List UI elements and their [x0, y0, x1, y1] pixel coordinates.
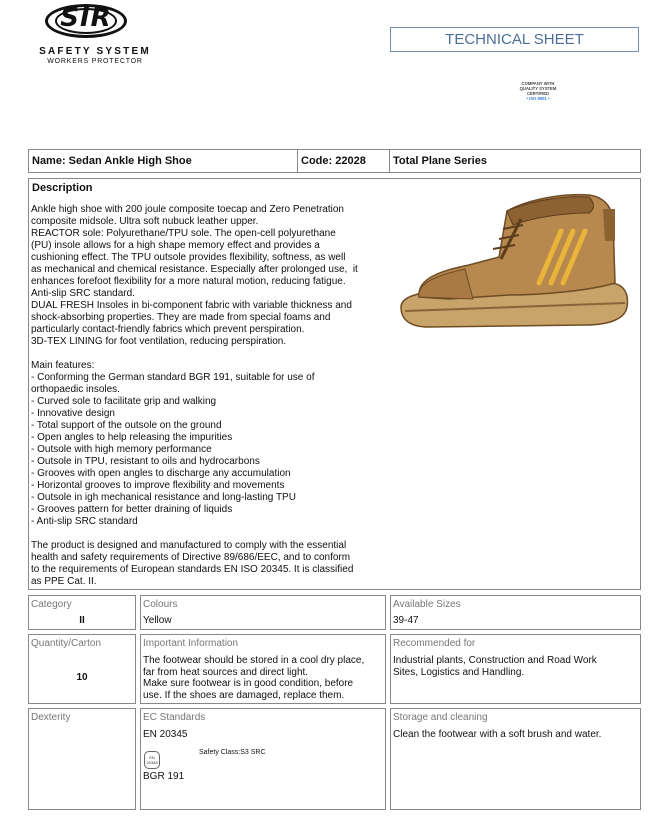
storage-cell: [390, 708, 641, 810]
product-name: Name: Sedan Ankle High Shoe: [32, 155, 192, 167]
ce-mark-line1: EN: [149, 755, 155, 760]
bgr-value: BGR 191: [143, 771, 185, 782]
important-info-line: Make sure footwear is in good condition, before: [143, 678, 354, 689]
storage-label: Storage and cleaning: [393, 712, 488, 723]
ec-standards-cell: [140, 708, 386, 810]
recommended-cell: [390, 634, 641, 704]
colours-label: Colours: [143, 599, 178, 610]
sizes-value: 39-47: [393, 615, 419, 626]
description-line: (PU) insole allows for a high shape memory effect and provides a: [31, 240, 320, 251]
description-line: - Anti-slip SRC standard: [31, 516, 138, 527]
description-line: - Outsole in TPU, resistant to oils and hydrocarbons: [31, 456, 260, 467]
description-section: [28, 178, 389, 590]
description-line: - Conforming the German standard BGR 191, suitable for use of: [31, 372, 315, 383]
recommended-line: Industrial plants, Construction and Road Work: [393, 655, 597, 666]
description-line: Main features:: [31, 360, 95, 371]
quantity-value: 10: [76, 672, 88, 683]
colours-cell: [140, 595, 386, 630]
category-cell: [28, 595, 136, 630]
description-line: - Outsole with high memory performance: [31, 444, 212, 455]
dexterity-cell: [28, 708, 136, 810]
product-name-cell: [28, 149, 298, 173]
logo-line2: WORKERS PROTECTOR: [47, 58, 143, 65]
product-series: Total Plane Series: [393, 155, 487, 167]
description-line: - Grooves pattern for better draining of liquids: [31, 504, 233, 515]
description-line: - Innovative design: [31, 408, 115, 419]
product-series-cell: [389, 149, 641, 173]
description-line: [31, 348, 386, 360]
colours-value: Yellow: [143, 615, 172, 626]
dexterity-label: Dexterity: [31, 712, 71, 723]
description-line: particularly contact-friendly fabrics which prevent perspiration.: [31, 324, 305, 335]
description-line: Anti-slip SRC standard.: [31, 288, 135, 299]
description-line: as mechanical and chemical resistance. Especially after prolonged use, it: [31, 264, 358, 275]
description-line: enhances forefoot flexibility for a more natural motion, reducing fatigue.: [31, 276, 346, 287]
description-line: 3D-TEX LINING for foot ventilation, reducing perspiration.: [31, 336, 287, 347]
description-line: - Curved sole to facilitate grip and walking: [31, 396, 217, 407]
important-info-cell: [140, 634, 386, 704]
safety-class: Safety Class:S3 SRC: [199, 749, 266, 756]
description-line: orthopaedic insoles.: [31, 384, 120, 395]
cert-line3: CERTIFIED: [526, 91, 550, 96]
description-line: - Outsole in igh mechanical resistance and long-lasting TPU: [31, 492, 296, 503]
category-label: Category: [31, 599, 72, 610]
important-info-label: Important Information: [143, 638, 239, 649]
ankle-high-shoe-image: [389, 179, 639, 349]
product-code: Code: 22028: [301, 155, 366, 167]
recommended-line: Sites, Logistics and Handling.: [393, 666, 525, 678]
description-text: [31, 204, 386, 588]
logo-brand: SIR: [60, 3, 112, 33]
product-image-cell: [389, 178, 641, 590]
ce-standard-mark: [144, 751, 160, 769]
sizes-label: Available Sizes: [393, 599, 461, 610]
cert-line4: • ISO 9001 •: [526, 96, 550, 101]
description-line: [31, 528, 386, 540]
description-line: as PPE Cat. II.: [31, 576, 97, 587]
description-line: - Open angles to help releasing the impurities: [31, 432, 233, 443]
quantity-cell: [28, 634, 136, 704]
important-info-line: The footwear should be stored in a cool dry place,: [143, 655, 365, 666]
description-line: health and safety requirements of Directive 89/686/EEC, and to conform: [31, 552, 351, 563]
description-title: Description: [32, 182, 93, 194]
category-value: II: [79, 615, 85, 626]
ec-standard-value: EN 20345: [143, 729, 188, 740]
description-line: cushioning effect. The TPU outsole provides flexibility, softness, as well: [31, 252, 346, 263]
description-line: to the requirements of European standards EN ISO 20345. It is classified: [31, 564, 354, 575]
cert-line2: QUALITY SYSTEM: [519, 86, 557, 91]
important-info-line: far from heat sources and direct light.: [143, 666, 309, 678]
sizes-cell: [390, 595, 641, 630]
logo-line1: SAFETY SYSTEM: [39, 46, 151, 57]
cert-line1: COMPANY WITH: [521, 81, 555, 86]
description-line: The product is designed and manufactured to comply with the essential: [31, 540, 347, 551]
ec-standards-label: EC Standards: [143, 712, 206, 723]
description-line: DUAL FRESH Insoles in bi-component fabric with variable thickness and: [31, 300, 352, 311]
description-line: - Total support of the outsole on the ground: [31, 420, 222, 431]
quality-certification-badge: [496, 81, 580, 101]
description-line: - Horizontal grooves to improve flexibility and movements: [31, 480, 285, 491]
description-line: composite midsole. Ultra soft nubuck leather upper.: [31, 216, 259, 227]
description-line: - Grooves with open angles to discharge any accumulation: [31, 468, 291, 479]
description-line: REACTOR sole: Polyurethane/TPU sole. The open-cell polyurethane: [31, 228, 336, 239]
technical-sheet-title: TECHNICAL SHEET: [390, 27, 639, 52]
description-line: shock-absorbing properties. They are made from special foams and: [31, 312, 331, 323]
product-code-cell: [297, 149, 390, 173]
recommended-label: Recommended for: [393, 638, 476, 649]
important-info-line: use. If the shoes are damaged, replace them.: [143, 689, 345, 701]
storage-value: Clean the footwear with a soft brush and water.: [393, 729, 602, 740]
ce-mark-line2: 20345: [146, 760, 158, 765]
description-line: Ankle high shoe with 200 joule composite toecap and Zero Penetration: [31, 204, 344, 215]
quantity-label: Quantity/Carton: [31, 638, 102, 649]
